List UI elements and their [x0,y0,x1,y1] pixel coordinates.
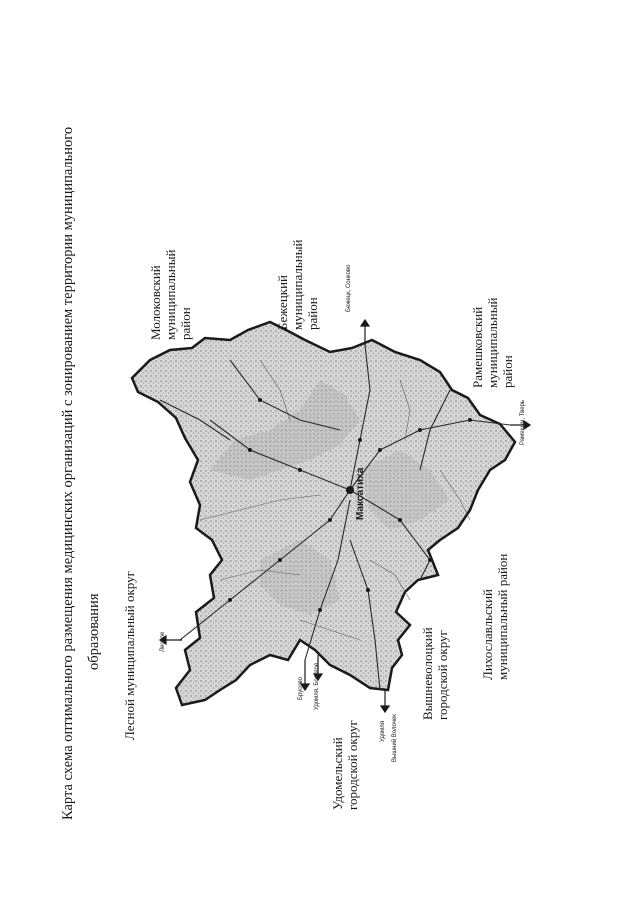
map-title: Карта схема оптимального размещения медицинских организаций с зонированием территории муниципального [60,126,76,820]
district-boundary [132,322,515,705]
map-title-continued: образования [86,593,102,670]
road-label-bezhetsk-sonkovo: Бежецк, Сонково [346,264,352,312]
road-label-udomlya-bologoe: Удомля, Бологое [314,662,320,710]
road-label-brusovo: Брусово [298,676,304,700]
center-label: Максатиха [355,467,366,520]
road-label-vyshny-volochek: Вышний Волочек [392,714,398,762]
neighbor-label-likhoslavlsky: Лихославльский муниципальный район [480,553,510,680]
road-label-lesnoe: Лесное [160,631,166,652]
neighbor-label-udomelsky: Удомельский городской округ [330,720,360,810]
neighbor-label-molokovsky: Молоковский муниципальный район [148,249,193,340]
neighbor-label-lesnoy: Лесной муниципальный округ [122,571,137,740]
road-label-udomlya: Удомля [380,720,386,742]
road-label-rameshki-tver: Рамешки, Тверь [520,399,526,445]
neighbor-label-rameshkovsky: Рамешковский муниципальный район [470,297,515,388]
neighbor-label-vyshnevolotsky: Вышневолоцкий городской округ [420,627,450,720]
neighbor-label-bezhetsky: Бежецкий муниципальный район [275,239,320,330]
